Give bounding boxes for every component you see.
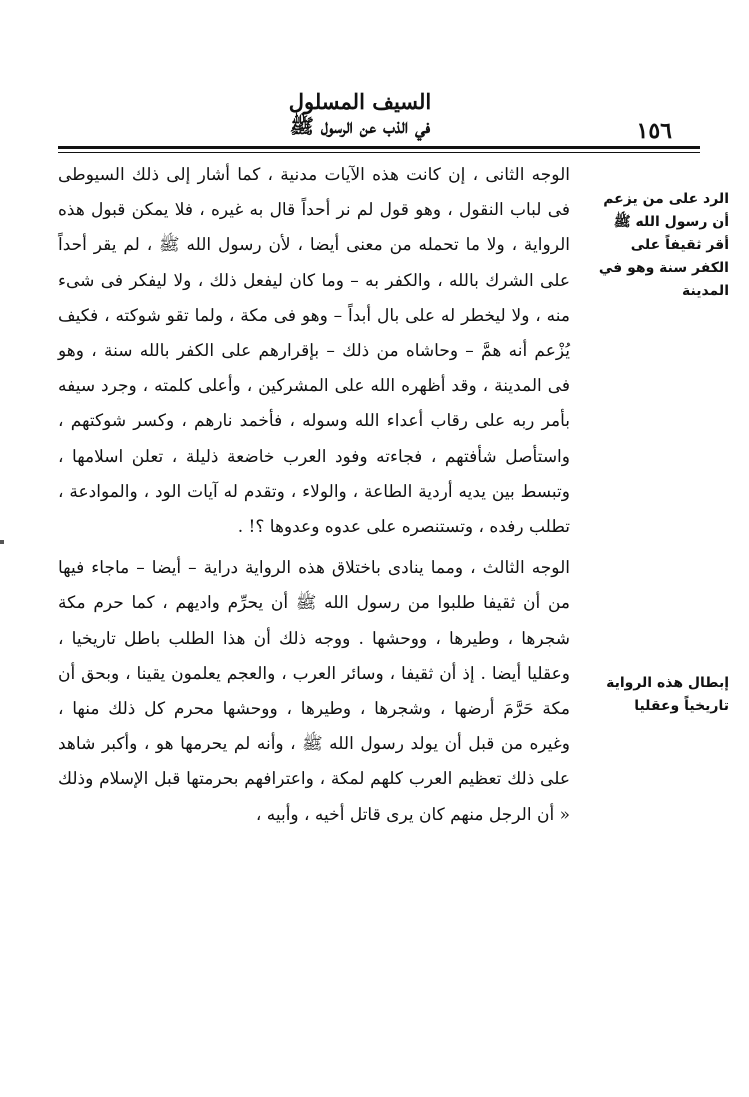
scan-edge-mark <box>0 540 4 544</box>
paragraph-second-aspect: الوجه الثانى ، إن كانت هذه الآيات مدنية ، كما أشار إلى ذلك السيوطى فى لباب النقول ، وهو قول لم نر أحداً قال به غيره ، فلا يمكن قبول هذه الرواية ، ولا ما تحمله من معنى أيضا ، لأن رسول الله ﷺ ، لم يقر أحداً على الشرك بالله ، والكفر به – وما كان ليفعل ذلك ، ولا ليفكر فى شىء منه ، ولا ليخطر له على بال أبداً – وهو فى مكة ، ولما تقو شوكته ، فكيف يُزْعم أنه همَّ – وحاشاه من ذلك – بإقرارهم على الكفر بالله سنة ، وهو فى المدينة ، وقد أظهره الله على المشركين ، وأعلى كلمته ، وجرد سيفه بأمر ربه على رقاب أعداء الله وسوله ، فأخمد نارهم ، وكسر شوكتهم ، واستأصل شأفتهم ، فجاءته وفود العرب خاضعة ذليلة ، تعلن اسلامها ، وتبسط بين يديه أردية الطاعة ، والولاء ، وتقدم له آيات الود ، والموادعة ، تطلب رفده ، وتستنصره على عدوه وعدوها ؟! . <box>58 165 570 538</box>
paragraph-third-aspect: الوجه الثالث ، ومما ينادى باختلاق هذه الرواية دراية – أيضا – ماجاء فيها من أن ثقيفا طلبوا من رسول الله ﷺ أن يحرِّم واديهم ، كما حرم مكة شجرها ، وطيرها ، ووحشها . ووجه ذلك أن هذا الطلب باطل تاريخيا ، وعقليا أيضا . إذ أن ثقيفا ، وسائر العرب ، والعجم يعلمون يقينا ، وبحق أن مكة حَرَّمَ أرضها ، وشجرها ، وطيرها ، ووحشها محرم كل ذلك منها ، وغيره من قبل أن يولد رسول الله ﷺ ، وأنه لم يحرمها هو ، وأكبر شاهد على ذلك تعظيم العرب كلهم لمكة ، واعترافهم بحرمتها قبل الإسلام وذلك « أن الرجل منهم كان يرى قاتل أخيه ، وأبيه ، <box>58 558 571 825</box>
body-text <box>58 158 570 833</box>
page-number: ١٥٦ <box>636 118 672 144</box>
header-rule-thick <box>58 146 700 149</box>
margin-note-refutation: الرد على من يزعم أن رسول الله ﷺ أقر ثقيفاً على الكفر سنة وهو في المدينة <box>598 191 729 299</box>
book-title <box>200 90 520 138</box>
book-title-line-2: في الذب عن الرسول ﷺ <box>289 114 431 138</box>
margin-note-invalidation: إبطال هذه الرواية تاريخياً وعقليا <box>606 675 729 714</box>
page-header <box>30 80 720 144</box>
book-title-line-1: السيف المسلول <box>288 89 432 114</box>
header-rule-thin <box>58 152 700 153</box>
